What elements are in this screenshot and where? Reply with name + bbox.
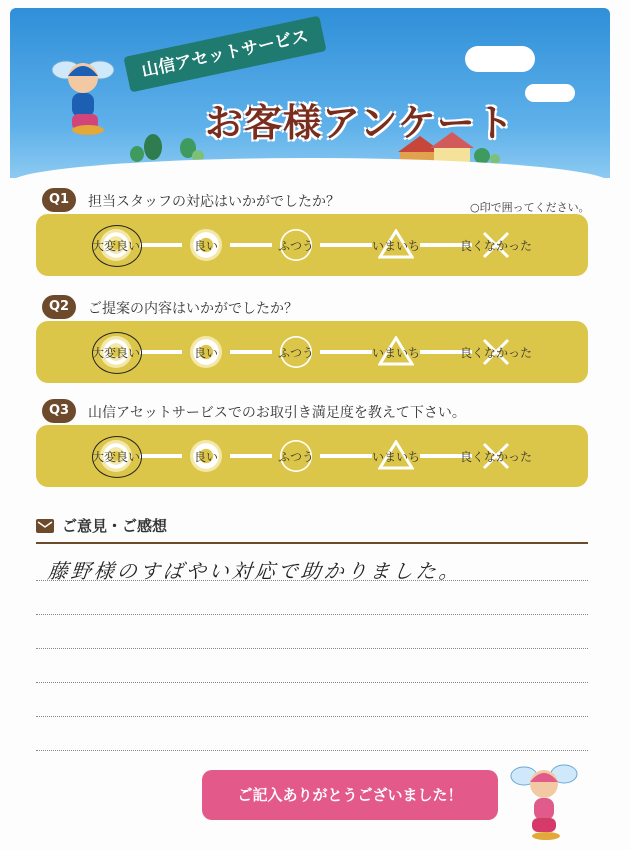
question-text: 担当スタッフの対応はいかがでしたか？ <box>88 194 340 210</box>
instruction-text: ○印で囲ってください。 <box>470 201 590 214</box>
question-text: ご提案の内容はいかがでしたか？ <box>88 301 298 317</box>
selected-mark-circle <box>92 225 142 267</box>
rating-option-label[interactable]: 良い <box>193 239 218 253</box>
selected-mark-circle <box>92 332 142 374</box>
rating-option-label[interactable]: 大変良い <box>91 239 140 253</box>
question-badge: Q2 <box>42 295 76 319</box>
rating-option-label[interactable]: 良い <box>193 450 218 464</box>
question-badge: Q3 <box>42 399 76 423</box>
rating-option-label[interactable]: ふつう <box>277 346 314 360</box>
rating-option-label[interactable]: いまいち <box>371 450 420 464</box>
writing-line <box>36 614 588 615</box>
page-title: お客様アンケート <box>205 101 515 145</box>
rating-option-label[interactable]: 大変良い <box>91 346 140 360</box>
question-badge: Q1 <box>42 188 76 212</box>
cloud-illustration <box>465 46 535 72</box>
rating-option-label[interactable]: ふつう <box>277 450 314 464</box>
rating-option-label[interactable]: ふつう <box>277 239 314 253</box>
rating-option-label[interactable]: 良くなかった <box>459 239 532 253</box>
brand-ribbon: 山信アセットサービス <box>123 16 326 93</box>
rating-option-label[interactable]: いまいち <box>371 346 420 360</box>
header-banner <box>10 8 610 178</box>
writing-line <box>36 580 588 581</box>
question-text: 山信アセットサービスでのお取引き満足度を教えて下さい。 <box>88 405 466 421</box>
ground-strip <box>10 158 610 178</box>
comments-divider <box>36 542 588 544</box>
mascot-illustration <box>508 758 578 842</box>
comments-heading <box>36 515 167 536</box>
writing-line <box>36 648 588 649</box>
rating-option-label[interactable]: 大変良い <box>91 450 140 464</box>
cloud-illustration <box>525 84 575 102</box>
rating-option-label[interactable]: 良くなかった <box>459 450 532 464</box>
rating-option-label[interactable]: 良い <box>193 346 218 360</box>
mascot-illustration <box>48 48 118 138</box>
comments-title: ご意見・ご感想 <box>62 517 168 535</box>
writing-line <box>36 682 588 683</box>
mail-icon <box>36 519 54 533</box>
thanks-banner: ご記入ありがとうございました！ <box>202 770 498 820</box>
writing-line <box>36 716 588 717</box>
selected-mark-circle <box>92 436 142 478</box>
tree-illustration <box>144 134 162 160</box>
handwritten-comment: 藤野様のすばやい対応で助かりました。 <box>46 559 464 583</box>
rating-option-label[interactable]: いまいち <box>371 239 420 253</box>
writing-line <box>36 750 588 751</box>
rating-option-label[interactable]: 良くなかった <box>459 346 532 360</box>
house-roof-illustration <box>430 132 474 148</box>
tree-illustration <box>130 146 144 162</box>
